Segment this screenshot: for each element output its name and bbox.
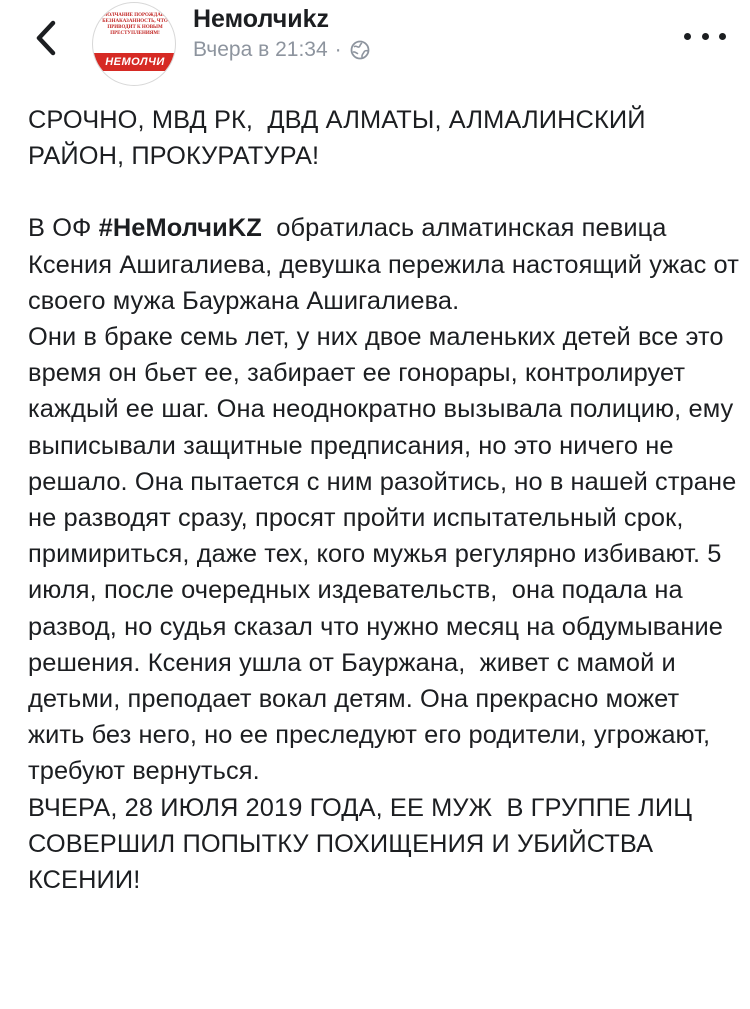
- post-header: [0, 0, 750, 88]
- post-meta: [193, 36, 370, 64]
- post-paragraph-intro: [28, 210, 747, 319]
- back-button[interactable]: [28, 18, 64, 58]
- intro-prefix: В ОФ: [28, 214, 99, 243]
- meta-separator: ·: [334, 38, 342, 61]
- more-dot: [719, 33, 726, 40]
- post-timestamp[interactable]: Вчера в 21:34: [193, 38, 328, 61]
- post-paragraph-alert: ВЧЕРА, 28 ИЮЛЯ 2019 ГОДА, ЕЕ МУЖ В ГРУППЕ ЛИЦ СОВЕРШИЛ ПОПЫТКУ ПОХИЩЕНИЯ И УБИЙСТВА КСЕНИИ!: [28, 793, 700, 895]
- post-paragraph-story: Они в браке семь лет, у них двое маленьких детей все это время он бьет ее, забирает ее гонорары, контролирует каждый ее шаг. Она неоднократно вызывала полицию, ему выписывали защитные предписания, но это ничего не решало. Она пытается с ним разойтись, но в нашей стране не разводят сразу, просят пройти испытательный срок, примириться, даже тех, кого мужья регулярно избивают. 5 июля, после очередных издевательств, она подала на развод, но судья сказал что нужно месяц на обдумывание решения. Ксения ушла от Бауржана, живет с мамой и детьми, преподает вокал детям. Она прекрасно может жить без него, но ее преследуют его родители, угрожают, требуют вернуться.: [28, 323, 744, 786]
- page-avatar[interactable]: [92, 2, 176, 86]
- post-paragraph-headline: СРОЧНО, МВД РК, ДВД АЛМАТЫ, АЛМАЛИНСКИЙ РАЙОН, ПРОКУРАТУРА!: [28, 106, 653, 171]
- intro-text: обратилась алматинская певица Ксения Ашигалиева, девушка пережила настоящий ужас от своего мужа Бауржана Ашигалиева.: [28, 214, 747, 315]
- page-name-link[interactable]: Немолчиkz: [193, 5, 329, 33]
- more-dot: [684, 33, 691, 40]
- avatar-brand: НЕМОЛЧИ: [93, 53, 176, 71]
- avatar-slogan: МОЛЧАНИЕ ПОРОЖДАЕТ БЕЗНАКАЗАННОСТЬ, ЧТО ПРИВОДИТ К НОВЫМ ПРЕСТУПЛЕНИЯМ!: [102, 13, 168, 36]
- more-dot: [702, 33, 709, 40]
- chevron-left-icon: [35, 20, 57, 56]
- post-body: [28, 102, 747, 898]
- hashtag-link[interactable]: #НеМолчиKZ: [98, 214, 262, 243]
- more-options-button[interactable]: [684, 24, 726, 48]
- globe-icon: [350, 40, 370, 60]
